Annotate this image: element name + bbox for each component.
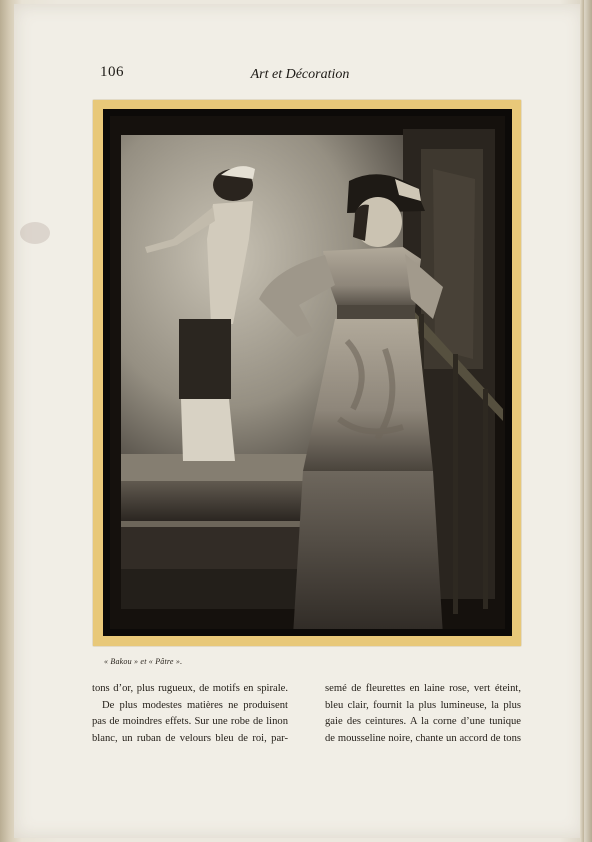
text-line: semé de fleurettes en laine rose, vert éteint,: [325, 683, 521, 694]
text-column-right: [325, 681, 521, 747]
text-line: pas de moindres effets. Sur une robe de linon: [92, 716, 288, 727]
text-line: de mousseline noire, chante un accord de tons: [325, 732, 521, 744]
text-line: tons d’or, plus rugueux, de motifs en spirale.: [92, 683, 288, 694]
page-edge: [580, 0, 584, 842]
text-line: gaie des ceintures. A la corne d’une tunique: [325, 716, 521, 727]
text-line: De plus modestes matières ne produisent: [102, 699, 288, 711]
text-line: bleu clair, fournit la plus lumineuse, la plus: [325, 699, 521, 711]
figure-caption: « Bakou » et « Pâtre ».: [104, 657, 183, 666]
page-number: 106: [100, 64, 124, 80]
paper-stain: [20, 222, 50, 244]
fashion-photograph: [103, 109, 512, 636]
text-column-left: [92, 681, 288, 747]
text-line: blanc, un ruban de velours bleu de roi, par-: [92, 732, 288, 744]
running-title: Art et Décoration: [250, 67, 350, 82]
